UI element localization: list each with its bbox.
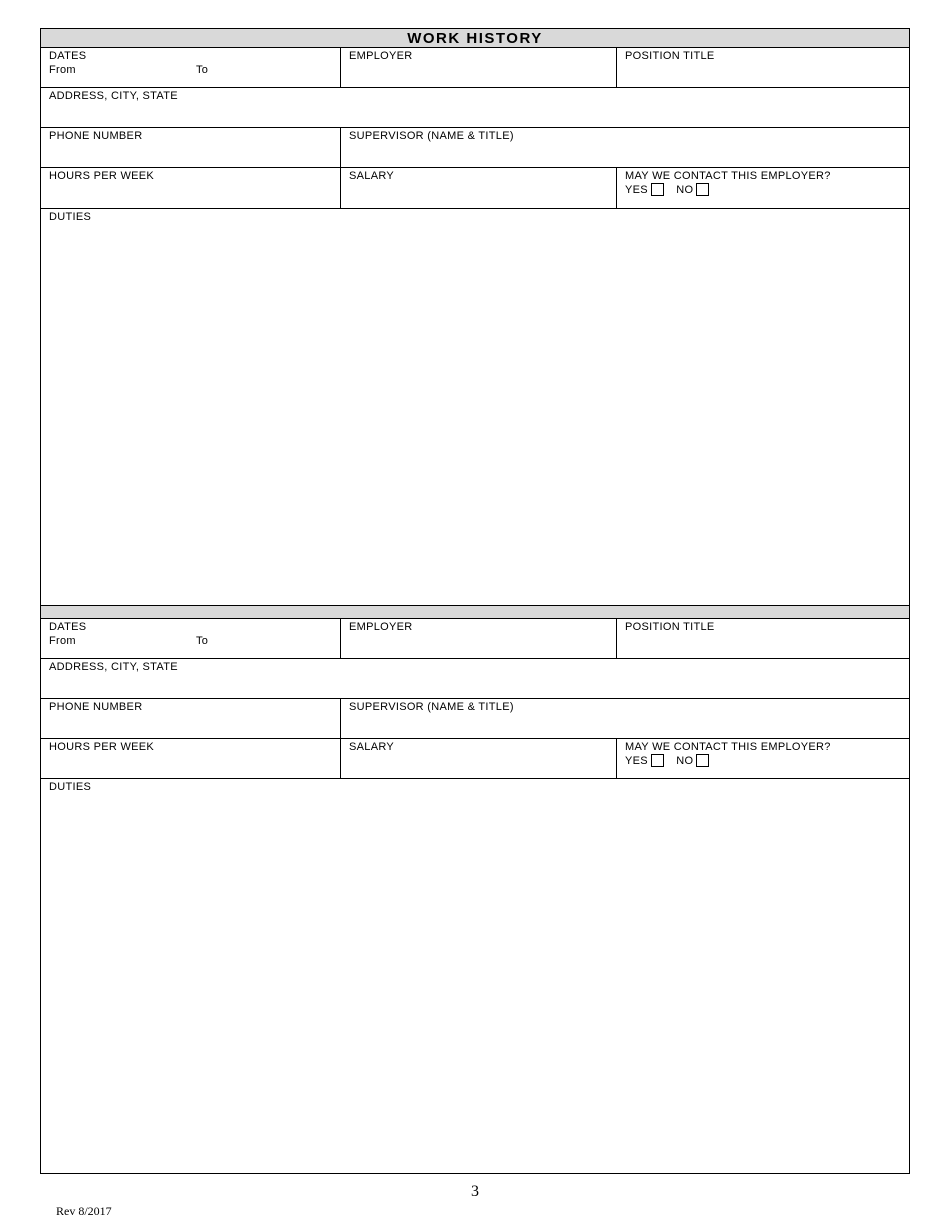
- hours-row: [41, 739, 909, 779]
- phone-field[interactable]: [41, 699, 340, 738]
- supervisor-field[interactable]: [340, 128, 910, 167]
- from-label: From: [49, 64, 76, 76]
- salary-label: SALARY: [349, 170, 395, 182]
- address-row: [41, 659, 909, 699]
- address-field[interactable]: [41, 659, 909, 698]
- employer-label: EMPLOYER: [349, 50, 413, 62]
- address-label: ADDRESS, CITY, STATE: [49, 661, 178, 673]
- contact-employer-field: [616, 168, 910, 208]
- phone-row: [41, 699, 909, 739]
- dates-label: DATES: [49, 50, 87, 62]
- duties-field[interactable]: [41, 779, 909, 1173]
- to-label: To: [196, 64, 209, 76]
- duties-label: DUTIES: [49, 781, 92, 793]
- hours-field[interactable]: [41, 739, 340, 778]
- phone-label: PHONE NUMBER: [49, 701, 143, 713]
- position-title-label: POSITION TITLE: [625, 621, 715, 633]
- address-row: [41, 88, 909, 128]
- form-title: WORK HISTORY: [41, 29, 909, 48]
- supervisor-label: SUPERVISOR (NAME & TITLE): [349, 130, 514, 142]
- address-label: ADDRESS, CITY, STATE: [49, 90, 178, 102]
- salary-field[interactable]: [340, 168, 617, 208]
- page-number: 3: [471, 1183, 479, 1200]
- phone-row: [41, 128, 909, 168]
- salary-label: SALARY: [349, 741, 395, 753]
- work-history-form: [40, 28, 910, 1174]
- duties-field[interactable]: [41, 209, 909, 605]
- contact-employer-field: [616, 739, 910, 778]
- yes-checkbox[interactable]: [651, 754, 664, 767]
- salary-field[interactable]: [340, 739, 617, 778]
- dates-field[interactable]: [41, 619, 340, 658]
- employer-field[interactable]: [340, 619, 617, 658]
- employer-label: EMPLOYER: [349, 621, 413, 633]
- to-label: To: [196, 635, 209, 647]
- no-checkbox[interactable]: [696, 183, 709, 196]
- supervisor-label: SUPERVISOR (NAME & TITLE): [349, 701, 514, 713]
- dates-field[interactable]: [41, 48, 340, 87]
- contact-employer-label: MAY WE CONTACT THIS EMPLOYER?: [625, 170, 831, 182]
- hours-field[interactable]: [41, 168, 340, 208]
- entry-separator: [41, 605, 909, 619]
- phone-field[interactable]: [41, 128, 340, 167]
- yes-label: YES: [625, 184, 648, 196]
- address-field[interactable]: [41, 88, 909, 127]
- position-title-field[interactable]: [616, 48, 910, 87]
- no-label: NO: [676, 184, 694, 196]
- no-checkbox[interactable]: [696, 754, 709, 767]
- hours-row: [41, 168, 909, 209]
- dates-label: DATES: [49, 621, 87, 633]
- position-title-label: POSITION TITLE: [625, 50, 715, 62]
- duties-label: DUTIES: [49, 211, 92, 223]
- supervisor-field[interactable]: [340, 699, 910, 738]
- contact-employer-label: MAY WE CONTACT THIS EMPLOYER?: [625, 741, 831, 753]
- employer-field[interactable]: [340, 48, 617, 87]
- no-label: NO: [676, 755, 694, 767]
- position-title-field[interactable]: [616, 619, 910, 658]
- dates-row: [41, 48, 909, 88]
- yes-checkbox[interactable]: [651, 183, 664, 196]
- dates-row: [41, 619, 909, 659]
- phone-label: PHONE NUMBER: [49, 130, 143, 142]
- revision-date: Rev 8/2017: [56, 1204, 112, 1218]
- from-label: From: [49, 635, 76, 647]
- yes-label: YES: [625, 755, 648, 767]
- hours-label: HOURS PER WEEK: [49, 170, 155, 182]
- hours-label: HOURS PER WEEK: [49, 741, 155, 753]
